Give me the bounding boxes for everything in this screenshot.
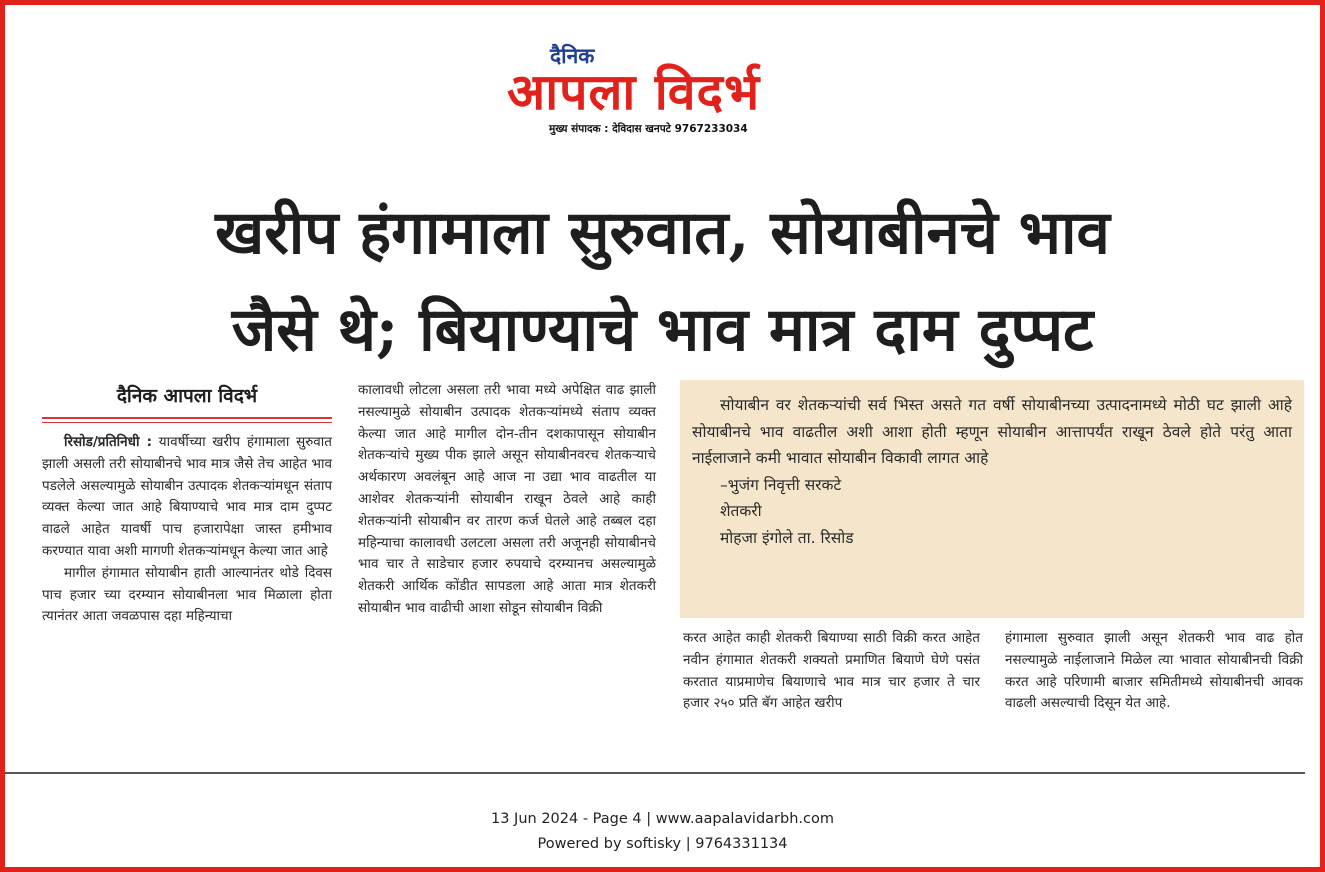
masthead-logo bbox=[505, 40, 825, 140]
headline-line-1: खरीप हंगामाला सुरुवात, सोयाबीनचे भाव bbox=[215, 198, 1110, 268]
article-paragraph: मागील हंगामात सोयाबीन हाती आल्यानंतर थोडे दिवस पाच हजार च्या दरम्यान सोयाबीनला भाव मिळाला होता त्यानंतर आता जवळपास दहा महिन्याचा bbox=[42, 564, 332, 625]
headline bbox=[20, 185, 1305, 379]
headline-line-2: जैसे थे; बियाण्याचे भाव मात्र दाम दुप्पट bbox=[231, 295, 1094, 365]
article-column-2 bbox=[358, 380, 656, 620]
column-heading: दैनिक आपला विदर्भ bbox=[116, 385, 258, 407]
article-paragraph bbox=[42, 432, 332, 563]
paragraph-text: यावर्षीच्या खरीप हंगामाला सुरुवात झाली असली तरी सोयाबीनचे भाव मात्र जैसे तेच आहेत भाव पडलेले असल्यामुळे सोयाबीन उत्पादक शेतकऱ्यांमधून संताप व्यक्त केल्या जात आहे बियाण्याचे भाव मात्र दाम दुप्पट वाढले आहेत यावर्षी पाच हजारापेक्षा जास्त हमीभाव करण्यात यावा अशी मागणी शेतकऱ्यांमधून केल्या जात आहे bbox=[42, 434, 332, 559]
quote-place: मोहजा इंगोले ता. रिसोड bbox=[720, 528, 854, 547]
quote-text: सोयाबीन वर शेतकऱ्यांची सर्व भिस्त असते गत वर्षी सोयाबीनच्या उत्पादनामध्ये मोठी घट झाली आहे सोयाबीनचे भाव वाढतील अशी आशा होती म्हणून सोयाबीन आत्तापर्यंत राखून ठेवले होते परंतु आता नाईलाजाने कमी भावात सोयाबीन विकावी लागत आहे bbox=[692, 396, 1292, 467]
article-column-4 bbox=[1005, 628, 1303, 715]
footer-divider bbox=[5, 772, 1305, 774]
article-column-1 bbox=[42, 432, 332, 628]
column-text: करत आहेत काही शेतकरी बियाण्या साठी विक्री करत आहेत नवीन हंगामात शेतकरी शक्यतो प्रमाणित बियाणे घेणे पसंत करतात याप्रमाणेच बियाणाचे भाव मात्र चार हजार ते चार हजार २५० प्रति बॅग आहेत खरीप bbox=[683, 630, 980, 712]
masthead-small-text: दैनिक bbox=[550, 44, 595, 68]
column-text: हंगामाला सुरुवात झाली असून शेतकरी भाव वाढ होत नसल्यामुळे नाईलाजाने मिळेल त्या भावात सोयाबीनची विक्री करत आहे परिणामी बाजार समितीमध्ये सोयाबीनची आवक वाढली असल्याची दिसून येत आहे. bbox=[1005, 630, 1303, 712]
footer-powered-by: Powered by softisky | 9764331134 bbox=[537, 836, 788, 852]
column-text: कालावधी लोटला असला तरी भावा मध्ये अपेक्षित वाढ झाली नसल्यामुळे सोयाबीन उत्पादक शेतकऱ्यांमध्ये संताप व्यक्त केल्या जात आहे मागील दोन-तीन दशकापासून सोयाबीन शेतकऱ्यांचे मुख्य पीक झाले असून सोयाबीनवरच शेतकऱ्याचे अर्थकारण अवलंबून आहे आज ना उद्या भाव वाढतील या आशेवर शेतकऱ्यांनी सोयाबीन राखून ठेवले आहे काही शेतकऱ्यांनी सोयाबीन वर तारण कर्ज घेतले आहे तब्बल दहा महिन्याचा कालावधी उलटला असला तरी अजूनही सोयाबीनचे भाव चार ते साडेचार हजार रुपयाचे दरम्यानच असल्यामुळे शेतकरी आर्थिक कोंडीत सापडला आहे आता मात्र शेतकरी सोयाबीन भाव वाढीची आशा सोडून सोयाबीन विक्री bbox=[358, 382, 656, 616]
byline: रिसोड/प्रतिनिधी : bbox=[64, 434, 153, 450]
masthead-title: आपला विदर्भ bbox=[507, 63, 761, 121]
quote-box bbox=[680, 380, 1304, 618]
footer-date-page-site: 13 Jun 2024 - Page 4 | www.aapalavidarbh.com bbox=[491, 811, 834, 827]
article-column-3 bbox=[683, 628, 980, 715]
heading-rule bbox=[42, 417, 332, 419]
quote-author: –भुजंग निवृत्ती सरकटे bbox=[720, 475, 842, 494]
heading-rule-thin bbox=[42, 422, 332, 423]
quote-role: शेतकरी bbox=[720, 502, 762, 520]
masthead-editor-line: मुख्य संपादक : देविदास खनपटे 9767233034 bbox=[549, 123, 748, 135]
